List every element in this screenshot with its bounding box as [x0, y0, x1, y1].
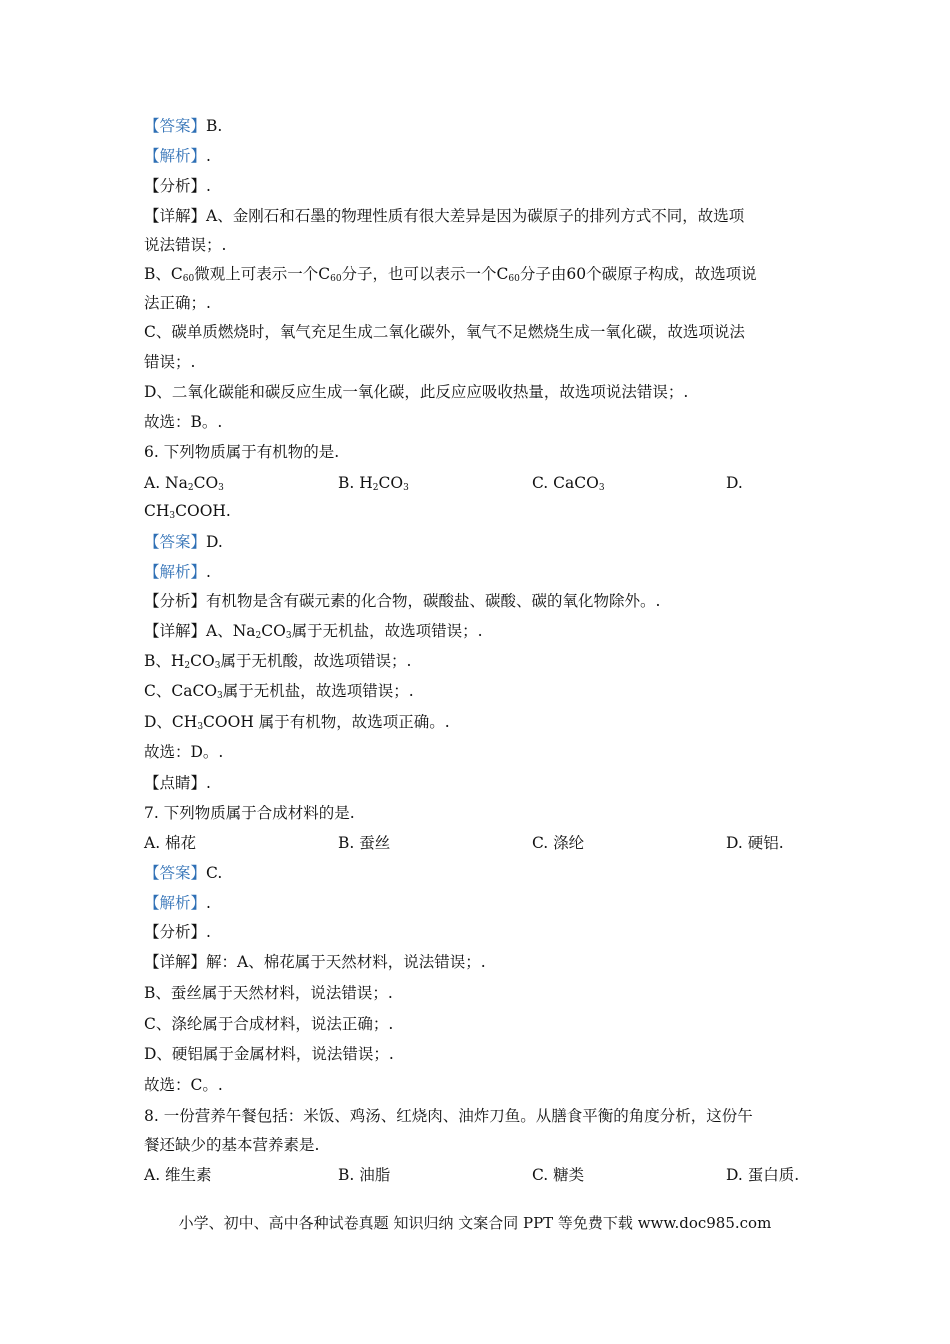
q7-detail-d: D、硬铝属于金属材料，说法错误；.: [144, 1045, 394, 1063]
text: C、CaCO: [144, 682, 218, 700]
subscript: 3: [403, 483, 409, 493]
subscript: 3: [598, 483, 605, 493]
q7-option-a: A. 棉花: [144, 834, 197, 852]
q6-detail-c: [144, 680, 414, 702]
subscript: 3: [217, 691, 223, 701]
q7-options: [144, 832, 804, 854]
subscript: 3: [169, 511, 176, 521]
q7-detail-b: B、蚕丝属于天然材料，说法错误；.: [144, 984, 393, 1002]
q6-question: 6. 下列物质属于有机物的是.: [144, 443, 340, 461]
q6-detail-a: [144, 620, 483, 642]
q6-option-c: [532, 472, 605, 494]
text: CO: [193, 474, 219, 492]
q6-detail-d: [144, 711, 450, 733]
q6-detail-b: [144, 650, 411, 672]
q5-fenxi-line: [144, 175, 211, 197]
q5-detail-d-line: D、二氧化碳能和碳反应生成一氧化碳，此反应应吸收热量，故选项说法错误；.: [144, 383, 689, 401]
q6-answer-line: [144, 531, 223, 553]
text: C. CaCO: [532, 474, 599, 492]
q6-options: [144, 472, 804, 494]
q7-detail-c: C、涤纶属于合成材料，说法正确；.: [144, 1015, 394, 1033]
q5-detail-a-line2: 说法错误；.: [144, 236, 227, 254]
jiexi-text: .: [206, 894, 211, 912]
q8-option-a: A. 维生素: [144, 1166, 212, 1184]
answer-tag: 【答案】: [144, 533, 207, 551]
subscript: 60: [182, 274, 195, 284]
jiexi-tag: 【解析】: [144, 147, 207, 165]
text: 属于无机酸，故选项错误；.: [220, 652, 412, 670]
q5-jiexi-line: [144, 145, 211, 167]
subscript: 60: [330, 274, 342, 284]
text: 分子，也可以表示一个C: [341, 265, 509, 283]
q7-option-b: B. 蚕丝: [338, 834, 391, 852]
answer-value: D.: [206, 533, 223, 551]
page-footer: 小学、初中、高中各种试卷真题 知识归纳 文案合同 PPT 等免费下载 www.doc985.com: [178, 1214, 772, 1232]
subscript: 3: [197, 722, 204, 732]
subscript: 2: [184, 661, 191, 671]
q8-question-line1: 8. 一份营养午餐包括：米饭、鸡汤、红烧肉、油炸刀鱼。从膳食平衡的角度分析，这份午: [144, 1107, 753, 1125]
text: A、Na: [206, 622, 256, 640]
q5-conclusion: 故选：B。.: [144, 413, 223, 431]
q8-option-c: C. 糖类: [532, 1166, 585, 1184]
fenxi-text: 有机物是含有碳元素的化合物，碳酸盐、碳酸、碳的氧化物除外。.: [206, 592, 661, 610]
fenxi-text: .: [206, 177, 211, 195]
q6-jiexi-line: [144, 561, 211, 583]
q6-conclusion: 故选：D。.: [144, 743, 224, 761]
text: COOH 属于有机物，故选项正确。.: [203, 713, 450, 731]
subscript: 3: [285, 631, 292, 641]
text: 分子由60个碳原子构成，故选项说: [519, 265, 757, 283]
jiexi-text: .: [206, 147, 211, 165]
text: CH: [144, 502, 170, 520]
q7-conclusion: 故选：C。.: [144, 1076, 223, 1094]
subscript: 2: [187, 483, 194, 493]
jiexi-text: .: [206, 563, 211, 581]
text: CO: [190, 652, 215, 670]
q5-detail-b-line1: [144, 263, 757, 285]
q6-option-a: [144, 472, 224, 494]
text: CO: [261, 622, 286, 640]
subscript: 2: [372, 483, 379, 493]
text: B、C: [144, 265, 183, 283]
q8-options: [144, 1164, 804, 1186]
detail-tag: 【详解】: [144, 622, 207, 640]
jiexi-tag: 【解析】: [144, 563, 207, 581]
q7-answer-line: [144, 862, 222, 884]
q6-option-d-cont: [144, 500, 231, 522]
q5-detail-b-line2: 法正确；.: [144, 294, 211, 312]
subscript: 60: [508, 274, 520, 284]
q6-option-d: D.: [726, 474, 743, 492]
q7-option-d: D. 硬铝.: [726, 834, 784, 852]
q7-fenxi: 【分析】.: [144, 923, 211, 941]
subscript: 3: [214, 661, 221, 671]
q6-fenxi-line: [144, 590, 660, 612]
text: CO: [378, 474, 404, 492]
q7-detail-a: 【详解】解：A、棉花属于天然材料，说法错误；.: [144, 953, 486, 971]
q5-detail-c-line1: C、碳单质燃烧时，氧气充足生成二氧化碳外，氧气不足燃烧生成一氧化碳，故选项说法: [144, 323, 745, 341]
subscript: 2: [255, 631, 262, 641]
answer-value: C.: [206, 864, 223, 882]
text: B、H: [144, 652, 185, 670]
q8-question-line2: 餐还缺少的基本营养素是.: [144, 1136, 320, 1154]
q5-detail-a-line1: [144, 205, 744, 227]
q5-answer-line: [144, 115, 222, 137]
text: B. H: [338, 474, 373, 492]
q6-option-b: [338, 472, 409, 494]
fenxi-tag: 【分析】: [144, 177, 207, 195]
q5-detail-c-line2: 错误；.: [144, 353, 196, 371]
answer-tag: 【答案】: [144, 864, 207, 882]
q7-question: 7. 下列物质属于合成材料的是.: [144, 804, 355, 822]
text: 属于无机盐，故选项错误；.: [222, 682, 414, 700]
q8-option-d: D. 蛋白质.: [726, 1166, 800, 1184]
q6-dianjing: 【点睛】.: [144, 774, 211, 792]
answer-tag: 【答案】: [144, 117, 207, 135]
q7-jiexi-line: [144, 892, 211, 914]
text: 微观上可表示一个C: [194, 265, 331, 283]
q8-option-b: B. 油脂: [338, 1166, 391, 1184]
fenxi-tag: 【分析】: [144, 592, 207, 610]
answer-value: B.: [206, 117, 223, 135]
jiexi-tag: 【解析】: [144, 894, 207, 912]
q7-option-c: C. 涤纶: [532, 834, 585, 852]
text: A. Na: [144, 474, 188, 492]
detail-text: A、金刚石和石墨的物理性质有很大差异是因为碳原子的排列方式不同，故选项: [206, 207, 745, 225]
text: D、CH: [144, 713, 198, 731]
text: COOH.: [175, 502, 231, 520]
subscript: 3: [218, 483, 224, 493]
detail-tag: 【详解】: [144, 207, 207, 225]
text: 属于无机盐，故选项错误；.: [291, 622, 483, 640]
